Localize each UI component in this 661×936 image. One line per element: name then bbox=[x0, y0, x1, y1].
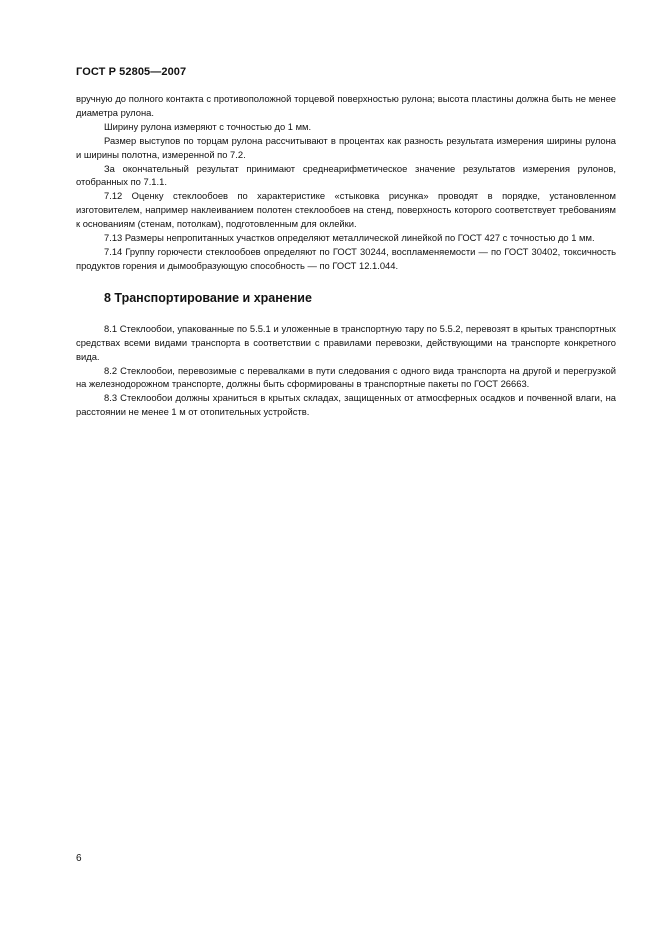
document-code-header: ГОСТ Р 52805—2007 bbox=[76, 66, 187, 78]
paragraph-roll-width: Ширину рулона измеряют с точностью до 1 мм. bbox=[104, 120, 312, 132]
page-content bbox=[76, 92, 616, 419]
paragraph-8-2: 8.2 Стеклообои, перевозимые с перевалками в пути следования с одного вида транспорта на другой и перегрузкой на железнодорожном транспорте, должны быть сформированы в транспортные пакеты по ГОСТ 26663. bbox=[76, 364, 616, 390]
paragraph-continuation: вручную до полного контакта с противоположной торцевой поверхностью рулона; высота пластины должна быть не менее диаметра рулона. bbox=[76, 93, 616, 118]
section-8-title: 8 Транспортирование и хранение bbox=[104, 290, 312, 305]
paragraph-protrusion-size: Размер выступов по торцам рулона рассчитывают в процентах как разность результата измерения ширины рулона и ширины полотна, измеренной по 7.2. bbox=[76, 134, 616, 160]
paragraph-7-13: 7.13 Размеры непропитанных участков определяют металлической линейкой по ГОСТ 427 с точностью до 1 мм. bbox=[104, 232, 595, 244]
paragraph-final-result: За окончательный результат принимают среднеарифметическое значение результатов измерения рулонов, отобранных по 7.1.1. bbox=[76, 162, 616, 188]
paragraph-8-1: 8.1 Стеклообои, упакованные по 5.5.1 и уложенные в транспортную тару по 5.5.2, перевозят в крытых транспортных средствах всеми видами транспорта в соответствии с правилами перевозки, действующими на транспорте конкретного вида. bbox=[76, 322, 616, 362]
paragraph-7-12: 7.12 Оценку стеклообоев по характеристике «стыковка рисунка» проводят в порядке, установленном изготовителем, например наклеиванием полотен стеклообоев на стенд, поверхность которого соответствует требованиям к основаниям (стенам, потолкам), подготовленным для оклейки. bbox=[76, 190, 616, 230]
paragraph-7-14: 7.14 Группу горючести стеклообоев определяют по ГОСТ 30244, воспламеняемости — по ГОСТ 30402, токсичность продуктов горения и дымообразующую способность — по ГОСТ 12.1.044. bbox=[76, 245, 616, 271]
paragraph-8-3: 8.3 Стеклообои должны храниться в крытых складах, защищенных от атмосферных осадков и почвенной влаги, на расстоянии не менее 1 м от отопительных устройств. bbox=[76, 392, 616, 418]
page-number: 6 bbox=[76, 853, 82, 864]
